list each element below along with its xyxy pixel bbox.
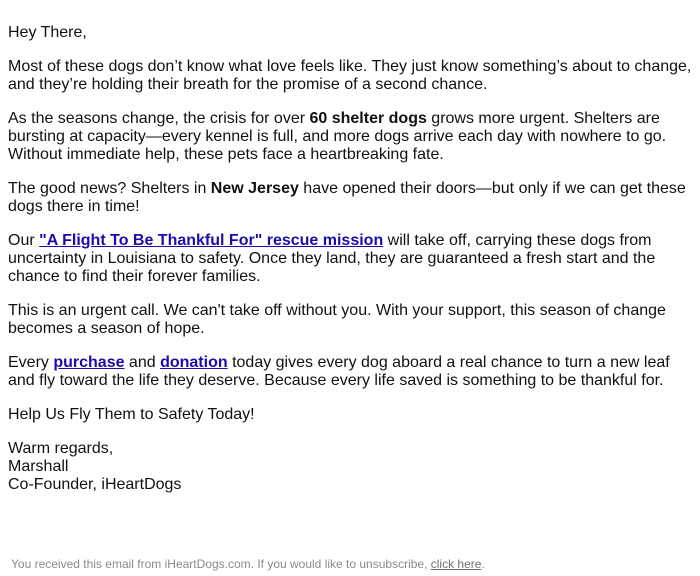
paragraph-crisis xyxy=(8,110,696,164)
rescue-mission-link[interactable]: "A Flight To Be Thankful For" rescue mission xyxy=(39,232,384,249)
good-news-text-start: The good news? Shelters in xyxy=(8,180,211,197)
donation-link[interactable]: donation xyxy=(160,354,228,371)
good-news-text-end: have opened their doors—but only if we can get these dogs there in time! xyxy=(8,180,686,215)
paragraph-support xyxy=(8,354,696,390)
support-text-start: Every xyxy=(8,354,54,371)
paragraph-mission xyxy=(8,232,696,286)
paragraph-call-to-action: Help Us Fly Them to Safety Today! xyxy=(8,406,255,423)
paragraph-good-news xyxy=(8,180,696,216)
destination-state: New Jersey xyxy=(210,180,299,197)
greeting: Hey There, xyxy=(8,24,87,41)
mission-text-start: Our xyxy=(8,232,40,249)
crisis-text-start: As the seasons change, the crisis for over xyxy=(8,110,310,127)
signoff xyxy=(8,440,696,494)
unsubscribe-link[interactable]: click here xyxy=(430,557,482,571)
crisis-text-end: grows more urgent. Shelters are bursting at capacity—every kennel is full, and more dogs arrive each day with nowhere to go. Without immediate help, these pets face a heartbreaking fate. xyxy=(8,110,667,163)
support-text-middle: and xyxy=(124,354,161,371)
purchase-link[interactable]: purchase xyxy=(53,354,125,371)
signoff-closing: Warm regards, xyxy=(8,440,114,457)
mission-text-end: will take off, carrying these dogs from uncertainty in Louisiana to safety. Once they land, they are guaranteed a fresh start and the chance to find their forever families. xyxy=(8,232,656,285)
email-body xyxy=(8,24,696,510)
footer-text: You received this email from iHeartDogs.com. If you would like to unsubscribe, xyxy=(11,557,431,571)
shelter-dog-count: 60 shelter dogs xyxy=(309,110,427,127)
signoff-name: Marshall xyxy=(8,458,69,475)
email-footer xyxy=(11,557,485,571)
paragraph-urgent-call: This is an urgent call. We can't take off without you. With your support, this season of change becomes a season of hope. xyxy=(8,302,666,337)
signoff-title: Co-Founder, iHeartDogs xyxy=(8,476,182,493)
paragraph-love: Most of these dogs don’t know what love feels like. They just know something’s about to change, and they’re holding their breath for the promise of a second chance. xyxy=(8,58,692,93)
footer-period: . xyxy=(481,557,485,571)
support-text-end: today gives every dog aboard a real chance to turn a new leaf and fly toward the life they deserve. Because every life saved is something to be thankful for. xyxy=(8,354,670,389)
